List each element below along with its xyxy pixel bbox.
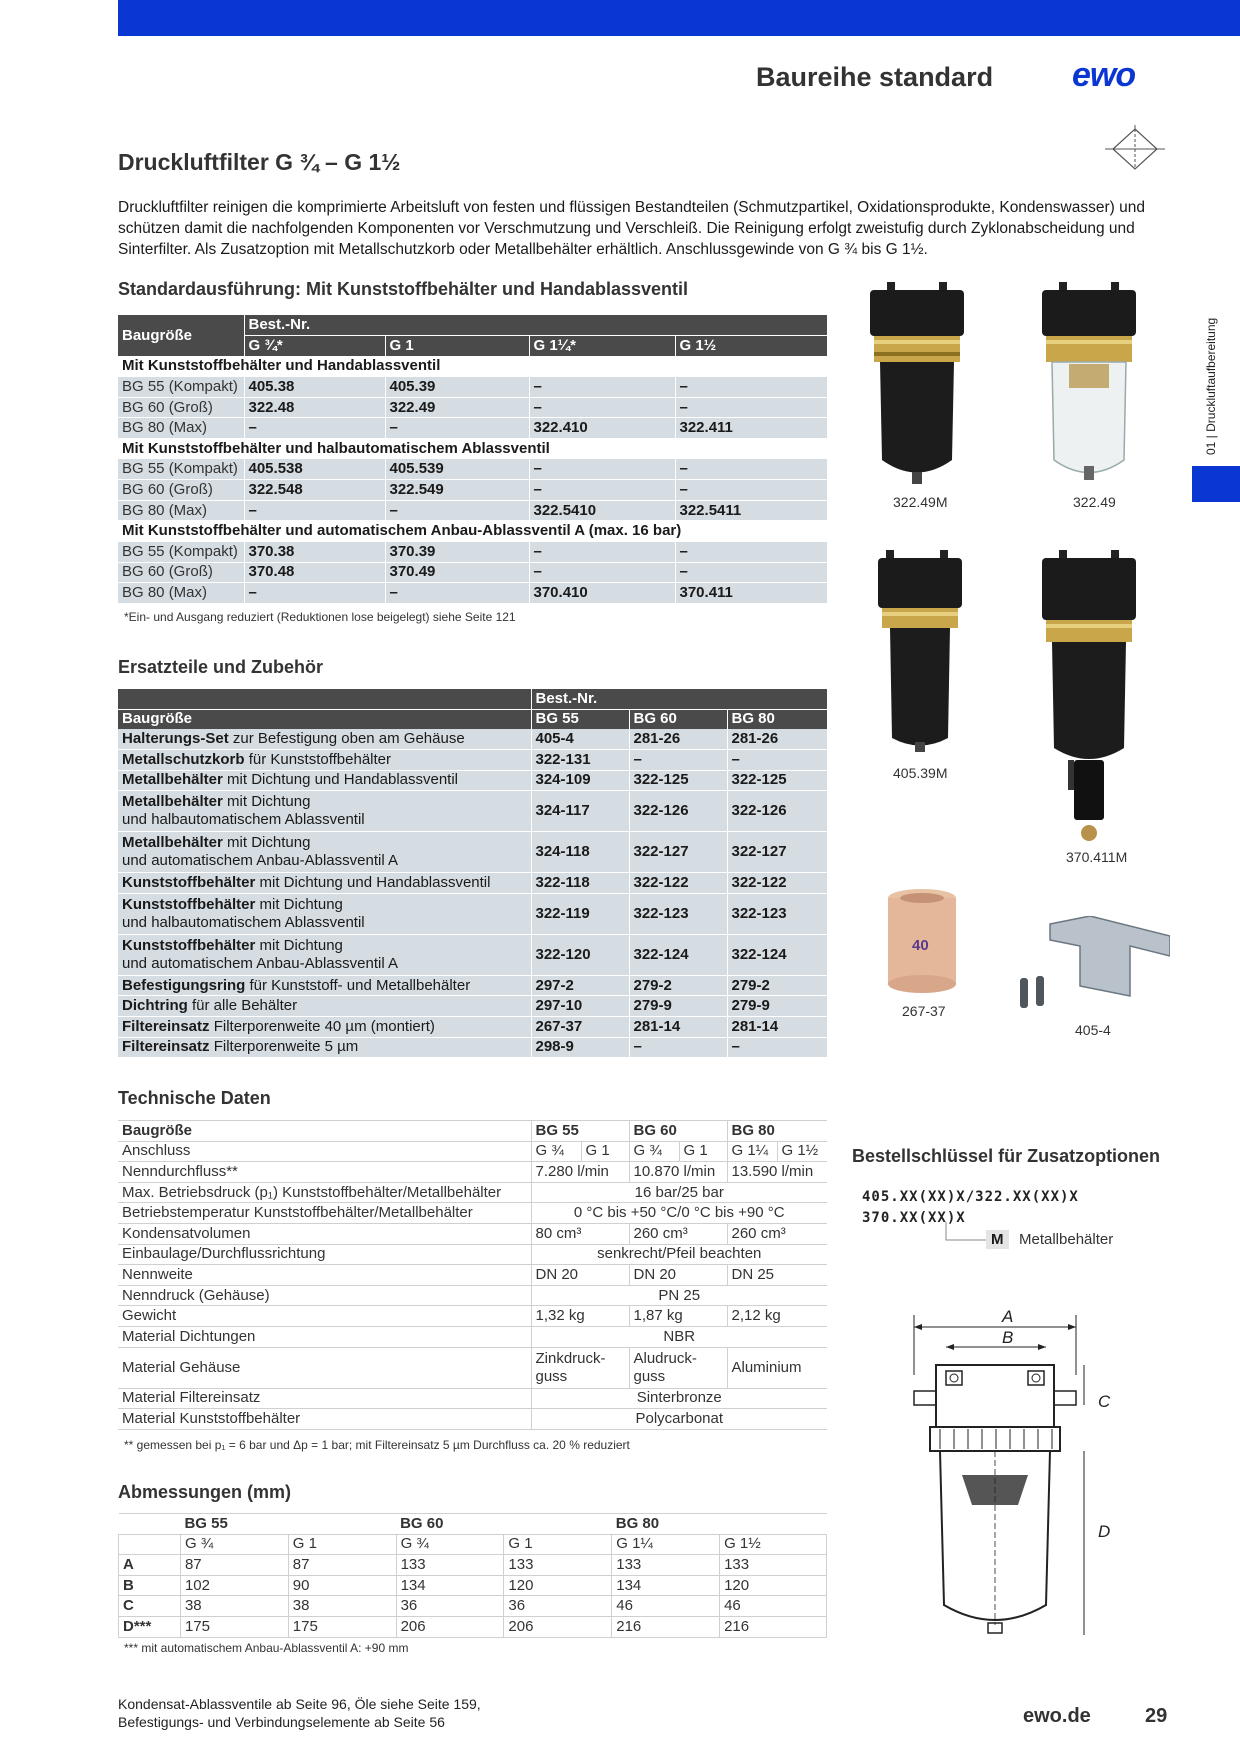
spec-value: 2,12 kg: [727, 1306, 827, 1327]
order-cell: 322.5411: [675, 500, 827, 521]
spec-label: Material Filtereinsatz: [118, 1388, 531, 1409]
part-label: Filtereinsatz Filterporenweite 5 µm: [118, 1037, 531, 1058]
order-cell: 405.38: [244, 377, 385, 398]
table-row: [118, 975, 827, 996]
spec-value: Aludruck-guss: [629, 1347, 727, 1388]
order-cell: 322-125: [727, 770, 827, 791]
table-row: [118, 562, 827, 583]
part-label: Filtereinsatz Filterporenweite 40 µm (montiert): [118, 1017, 531, 1038]
dim-value: 133: [612, 1555, 720, 1576]
spec-label: Material Kunststoffbehälter: [118, 1409, 531, 1430]
order-cell: –: [244, 583, 385, 604]
spec-value: 10.870 l/min: [629, 1162, 727, 1183]
order-cell: –: [529, 562, 675, 583]
thread-header: G 1: [288, 1534, 396, 1555]
order-cell: 370.410: [529, 583, 675, 604]
order-cell: 370.38: [244, 542, 385, 563]
order-cell: 322-127: [727, 832, 827, 873]
table-row: [119, 1575, 827, 1596]
tech-size-header: Baugröße: [118, 1121, 531, 1142]
dim-value: 36: [396, 1596, 504, 1617]
order-cell: 279-2: [629, 975, 727, 996]
dim-value: 206: [504, 1616, 612, 1637]
spec-value: G 1½: [777, 1141, 827, 1162]
size-cell: BG 60 (Groß): [118, 480, 244, 501]
group-title: Mit Kunststoffbehälter und automatischem Anbau-Ablassventil A (max. 16 bar): [118, 521, 827, 542]
order-cell: –: [675, 542, 827, 563]
order-cell: 281-26: [727, 729, 827, 750]
table-row: [119, 1596, 827, 1617]
table-row: [118, 1141, 827, 1162]
bg-header: BG 55: [180, 1514, 396, 1535]
table-row: [118, 1203, 827, 1224]
order-cell: 405.538: [244, 459, 385, 480]
spec-value: PN 25: [531, 1285, 827, 1306]
table-row: [118, 934, 827, 975]
dim-label-d: D: [1098, 1522, 1111, 1541]
thread-header: G 1½: [675, 336, 827, 357]
order-cell: 322.48: [244, 397, 385, 418]
order-cell: 370.411: [675, 583, 827, 604]
table-row: [119, 1555, 827, 1576]
order-cell: 297-2: [531, 975, 629, 996]
intro-text: Druckluftfilter reinigen die komprimierte Arbeitsluft von festen und flüssigen Bestandteilen (Schmutzpartikel, Oxidationsprodukte, Kondenswasser) und schützen damit die nachfolgenden Komponenten vor Verschmutzung und Verschleiß. Die Reinigung erfolgt zweistufig durch Zyklonabscheidung und Sinterfilter. Als Zusatzoption mit Metallschutzkorb oder Metallbehälter erhältlich. Anschlussgewinde von G ¾ bis G 1½.: [118, 199, 1145, 258]
order-cell: 322-124: [727, 934, 827, 975]
filter-plastic-bowl-image: [1034, 280, 1144, 490]
spec-value: G ¾: [531, 1141, 581, 1162]
ewo-logo: ewo: [1072, 56, 1136, 94]
order-cell: 370.39: [385, 542, 529, 563]
dim-value: 120: [720, 1575, 827, 1596]
spares-size-header: Baugröße: [118, 709, 531, 729]
product-caption: 405.39M: [893, 765, 948, 781]
table-row: [118, 418, 827, 439]
order-cell: –: [727, 1037, 827, 1058]
part-label: Metallschutzkorb für Kunststoffbehälter: [118, 750, 531, 771]
footer-site[interactable]: ewo.de: [1023, 1705, 1091, 1727]
filter-compact-image: [870, 548, 970, 758]
table-row: [118, 1326, 827, 1347]
spec-value: Polycarbonat: [531, 1409, 827, 1430]
dims-header-row: [119, 1514, 827, 1535]
order-cell: –: [675, 459, 827, 480]
spec-value: 1,32 kg: [531, 1306, 629, 1327]
spec-label: Betriebstemperatur Kunststoffbehälter/Metallbehälter: [118, 1203, 531, 1224]
table-row: [118, 893, 827, 934]
dim-value: 38: [288, 1596, 396, 1617]
table-row: [118, 397, 827, 418]
bg-header: BG 60: [396, 1514, 612, 1535]
dim-value: 216: [720, 1616, 827, 1637]
table-row: [118, 770, 827, 791]
order-key-title: Bestellschlüssel für Zusatzoptionen: [852, 1146, 1161, 1166]
dim-value: 175: [180, 1616, 288, 1637]
dim-value: 175: [288, 1616, 396, 1637]
order-cell: 281-26: [629, 729, 727, 750]
size-cell: BG 55 (Kompakt): [118, 459, 244, 480]
part-label: Befestigungsring für Kunststoff- und Metallbehälter: [118, 975, 531, 996]
order-cell: 322.549: [385, 480, 529, 501]
bg-header: BG 80: [727, 1121, 827, 1142]
spec-label: Material Gehäuse: [118, 1347, 531, 1388]
part-label: Kunststoffbehälter mit Dichtung und halbautomatischem Ablassventil: [118, 893, 531, 934]
dim-value: 36: [504, 1596, 612, 1617]
filter-auto-drain-image: [1034, 548, 1144, 848]
bg-header: BG 55: [531, 709, 629, 729]
table-row: [118, 1182, 827, 1203]
order-cell: –: [244, 418, 385, 439]
order-cell: 322-126: [629, 791, 727, 832]
dim-value: 206: [396, 1616, 504, 1637]
spec-value: Zinkdruck-guss: [531, 1347, 629, 1388]
order-cell: 322.548: [244, 480, 385, 501]
dims-corner: [119, 1534, 181, 1555]
order-key-m: M: [986, 1230, 1009, 1249]
dim-label-b: B: [1002, 1328, 1014, 1347]
order-cell: 279-2: [727, 975, 827, 996]
dim-value: 46: [720, 1596, 827, 1617]
order-cell: 405.539: [385, 459, 529, 480]
table-row: [118, 1347, 827, 1388]
part-label: Metallbehälter mit Dichtung und automatischem Anbau-Ablassventil A: [118, 832, 531, 873]
order-cell: 405-4: [531, 729, 629, 750]
order-cell: –: [529, 459, 675, 480]
dims-table: [118, 1513, 827, 1638]
table-row: [118, 1244, 827, 1265]
order-key-code: 405.XX(XX)X/322.XX(XX)X: [862, 1189, 1079, 1205]
dim-value: 46: [612, 1596, 720, 1617]
chapter-side-label: 01 | Druckluftaufbereitung: [1204, 317, 1218, 455]
spec-value: G 1¼: [727, 1141, 777, 1162]
spares-header-blank: [118, 689, 531, 709]
table-row: [118, 377, 827, 398]
table-row: [119, 1616, 827, 1637]
spec-value: Aluminium: [727, 1347, 827, 1388]
dim-label-c: C: [1098, 1392, 1111, 1411]
part-label: Dichtring für alle Behälter: [118, 996, 531, 1017]
tech-table: [118, 1120, 827, 1430]
dim-value: 134: [612, 1575, 720, 1596]
order-cell: –: [629, 1037, 727, 1058]
order-key-connector: [944, 1222, 988, 1244]
col-size-header: Baugröße: [118, 315, 244, 356]
dim-value: 120: [504, 1575, 612, 1596]
part-label: Metallbehälter mit Dichtung und halbautomatischem Ablassventil: [118, 791, 531, 832]
dim-label-a: A: [1002, 1307, 1014, 1326]
dim-value: 38: [180, 1596, 288, 1617]
order-cell: 322-118: [531, 873, 629, 894]
table-row: [118, 729, 827, 750]
standard-table: [118, 315, 827, 604]
footer-note-line: Kondensat-Ablassventile ab Seite 96, Öle siehe Seite 159,: [118, 1696, 481, 1712]
thread-header: G 1¼: [612, 1534, 720, 1555]
dim-key: B: [119, 1575, 181, 1596]
bg-header: BG 60: [629, 709, 727, 729]
thread-header: G ¾: [396, 1534, 504, 1555]
order-cell: 281-14: [727, 1017, 827, 1038]
thread-header: G 1¼*: [529, 336, 675, 357]
dim-key: A: [119, 1555, 181, 1576]
dims-heading: Abmessungen (mm): [118, 1482, 292, 1502]
order-cell: 322-122: [727, 873, 827, 894]
spec-value: DN 20: [531, 1265, 629, 1286]
spec-value: 1,87 kg: [629, 1306, 727, 1327]
order-cell: –: [529, 480, 675, 501]
order-cell: –: [385, 418, 529, 439]
spec-value: 260 cm³: [727, 1223, 827, 1244]
thread-header: G 1: [385, 336, 529, 357]
size-cell: BG 60 (Groß): [118, 562, 244, 583]
order-cell: –: [529, 542, 675, 563]
thread-header: G 1: [504, 1534, 612, 1555]
bg-header: BG 55: [531, 1121, 629, 1142]
footer-note: [118, 1695, 481, 1731]
table-row: [118, 542, 827, 563]
order-cell: 324-117: [531, 791, 629, 832]
col-order-header: Best.-Nr.: [244, 315, 827, 336]
order-cell: 297-10: [531, 996, 629, 1017]
order-cell: 405.39: [385, 377, 529, 398]
tech-header-row: [118, 1121, 827, 1142]
order-cell: 370.48: [244, 562, 385, 583]
dims-footnote: *** mit automatischem Anbau-Ablassventil A: +90 mm: [124, 1641, 409, 1655]
series-title: Baureihe standard: [756, 62, 994, 92]
table-row: [118, 1017, 827, 1038]
order-cell: –: [529, 377, 675, 398]
order-cell: 322-131: [531, 750, 629, 771]
spec-label: Gewicht: [118, 1306, 531, 1327]
table-row: [118, 996, 827, 1017]
order-cell: –: [385, 583, 529, 604]
spec-label: Einbaulage/Durchflussrichtung: [118, 1244, 531, 1265]
page-number: 29: [1145, 1705, 1168, 1727]
order-cell: 370.49: [385, 562, 529, 583]
order-cell: –: [244, 500, 385, 521]
part-label: Halterungs-Set zur Befestigung oben am Gehäuse: [118, 729, 531, 750]
order-cell: 322-124: [629, 934, 727, 975]
order-cell: 322-119: [531, 893, 629, 934]
spec-value: 260 cm³: [629, 1223, 727, 1244]
order-key-m-text: Metallbehälter: [1019, 1231, 1114, 1248]
dim-value: 87: [180, 1555, 288, 1576]
spec-value: 16 bar/25 bar: [531, 1182, 827, 1203]
order-cell: –: [675, 480, 827, 501]
spec-label: Nennweite: [118, 1265, 531, 1286]
order-cell: 322.49: [385, 397, 529, 418]
dim-value: 216: [612, 1616, 720, 1637]
product-caption: 322.49: [1073, 494, 1116, 510]
dims-corner: [119, 1514, 181, 1535]
order-cell: 322-120: [531, 934, 629, 975]
filter-metal-bowl-image: [862, 280, 972, 490]
spec-value: G ¾: [629, 1141, 679, 1162]
order-cell: 322-123: [629, 893, 727, 934]
group-title: Mit Kunststoffbehälter und halbautomatischem Ablassventil: [118, 439, 827, 460]
order-cell: –: [675, 377, 827, 398]
standard-header-row: [118, 315, 827, 336]
spares-table: [118, 689, 827, 1058]
standard-heading: Standardausführung: Mit Kunststoffbehälter und Handablassventil: [118, 279, 689, 299]
spec-value: Sinterbronze: [531, 1388, 827, 1409]
order-cell: 322-127: [629, 832, 727, 873]
thread-header: G 1½: [720, 1534, 827, 1555]
spares-order-header: Best.-Nr.: [531, 689, 827, 709]
footer-note-line: Befestigungs- und Verbindungselemente ab Seite 56: [118, 1714, 445, 1730]
spec-value: 13.590 l/min: [727, 1162, 827, 1183]
table-row: [118, 459, 827, 480]
product-caption: 405-4: [1075, 1022, 1111, 1038]
thread-header: G ¾*: [244, 336, 385, 357]
size-cell: BG 80 (Max): [118, 583, 244, 604]
dim-key: D***: [119, 1616, 181, 1637]
size-cell: BG 55 (Kompakt): [118, 542, 244, 563]
spec-value: NBR: [531, 1326, 827, 1347]
table-row: [118, 873, 827, 894]
order-cell: –: [385, 500, 529, 521]
table-row: [118, 1409, 827, 1430]
product-caption: 370.411M: [1066, 849, 1128, 865]
bg-header: BG 60: [629, 1121, 727, 1142]
standard-footnote: *Ein- und Ausgang reduziert (Reduktionen lose beigelegt) siehe Seite 121: [124, 610, 516, 624]
spec-label: Max. Betriebsdruck (p₁) Kunststoffbehälter/Metallbehälter: [118, 1182, 531, 1203]
order-cell: –: [727, 750, 827, 771]
table-row: [118, 1265, 827, 1286]
order-cell: 298-9: [531, 1037, 629, 1058]
spec-value: 7.280 l/min: [531, 1162, 629, 1183]
order-cell: –: [629, 750, 727, 771]
spares-cols-row: [118, 709, 827, 729]
table-row: [118, 1285, 827, 1306]
dim-value: 87: [288, 1555, 396, 1576]
thread-header: G ¾: [180, 1534, 288, 1555]
dim-value: 133: [396, 1555, 504, 1576]
filter-element-mark: 40: [912, 937, 929, 954]
table-row: [118, 791, 827, 832]
order-cell: 322-123: [727, 893, 827, 934]
order-cell: 279-9: [727, 996, 827, 1017]
spec-value: senkrecht/Pfeil beachten: [531, 1244, 827, 1265]
bg-header: BG 80: [727, 709, 827, 729]
order-cell: 322.411: [675, 418, 827, 439]
order-cell: 322.410: [529, 418, 675, 439]
product-caption: 322.49M: [893, 494, 948, 510]
mounting-bracket-image: [1020, 916, 1170, 1026]
tech-footnote: ** gemessen bei p₁ = 6 bar und Δp = 1 bar; mit Filtereinsatz 5 µm Durchfluss ca. 20 % reduziert: [124, 1438, 630, 1452]
order-cell: 279-9: [629, 996, 727, 1017]
dim-value: 102: [180, 1575, 288, 1596]
order-key-code: 370.XX(XX)X: [862, 1210, 966, 1226]
part-label: Kunststoffbehälter mit Dichtung und Handablassventil: [118, 873, 531, 894]
dim-value: 133: [720, 1555, 827, 1576]
dims-thread-row: [119, 1534, 827, 1555]
order-cell: –: [675, 562, 827, 583]
spec-label: Nenndruck (Gehäuse): [118, 1285, 531, 1306]
dim-value: 133: [504, 1555, 612, 1576]
table-row: [118, 583, 827, 604]
spec-label: Anschluss: [118, 1141, 531, 1162]
chapter-tab: [1192, 466, 1240, 502]
order-cell: 322-125: [629, 770, 727, 791]
group-title: Mit Kunststoffbehälter und Handablassventil: [118, 356, 827, 377]
table-row: [118, 1162, 827, 1183]
page-title: Druckluftfilter G ¾ – G 1½: [118, 149, 401, 175]
table-row: [118, 480, 827, 501]
spec-value: G 1: [581, 1141, 629, 1162]
dim-value: 90: [288, 1575, 396, 1596]
order-cell: 324-118: [531, 832, 629, 873]
dimension-drawing: [910, 1305, 1120, 1651]
spec-label: Kondensatvolumen: [118, 1223, 531, 1244]
size-cell: BG 80 (Max): [118, 418, 244, 439]
table-row: [118, 1223, 827, 1244]
table-row: [118, 500, 827, 521]
spec-value: 80 cm³: [531, 1223, 629, 1244]
spares-header-row: [118, 689, 827, 709]
part-label: Kunststoffbehälter mit Dichtung und automatischem Anbau-Ablassventil A: [118, 934, 531, 975]
order-cell: 322.5410: [529, 500, 675, 521]
tech-heading: Technische Daten: [118, 1088, 271, 1108]
top-brand-bar: [118, 0, 1240, 36]
table-row: [118, 1037, 827, 1058]
size-cell: BG 60 (Groß): [118, 397, 244, 418]
spec-label: Nenndurchfluss**: [118, 1162, 531, 1183]
table-row: [118, 832, 827, 873]
spec-value: DN 20: [629, 1265, 727, 1286]
spec-value: 0 °C bis +50 °C/0 °C bis +90 °C: [531, 1203, 827, 1224]
spares-heading: Ersatzteile und Zubehör: [118, 657, 324, 677]
size-cell: BG 55 (Kompakt): [118, 377, 244, 398]
order-cell: 324-109: [531, 770, 629, 791]
order-cell: 267-37: [531, 1017, 629, 1038]
spec-value: G 1: [679, 1141, 727, 1162]
filter-element-image: [882, 888, 962, 996]
order-cell: 322-122: [629, 873, 727, 894]
table-row: [118, 750, 827, 771]
dim-value: 134: [396, 1575, 504, 1596]
spec-label: Material Dichtungen: [118, 1326, 531, 1347]
bg-header: BG 80: [612, 1514, 827, 1535]
dim-key: C: [119, 1596, 181, 1617]
filter-symbol-icon: [1105, 125, 1165, 173]
order-cell: –: [529, 397, 675, 418]
spec-value: DN 25: [727, 1265, 827, 1286]
order-cell: –: [675, 397, 827, 418]
order-cell: 322-126: [727, 791, 827, 832]
product-caption: 267-37: [902, 1003, 946, 1019]
table-row: [118, 1306, 827, 1327]
order-cell: 281-14: [629, 1017, 727, 1038]
table-row: [118, 1388, 827, 1409]
size-cell: BG 80 (Max): [118, 500, 244, 521]
part-label: Metallbehälter mit Dichtung und Handablassventil: [118, 770, 531, 791]
